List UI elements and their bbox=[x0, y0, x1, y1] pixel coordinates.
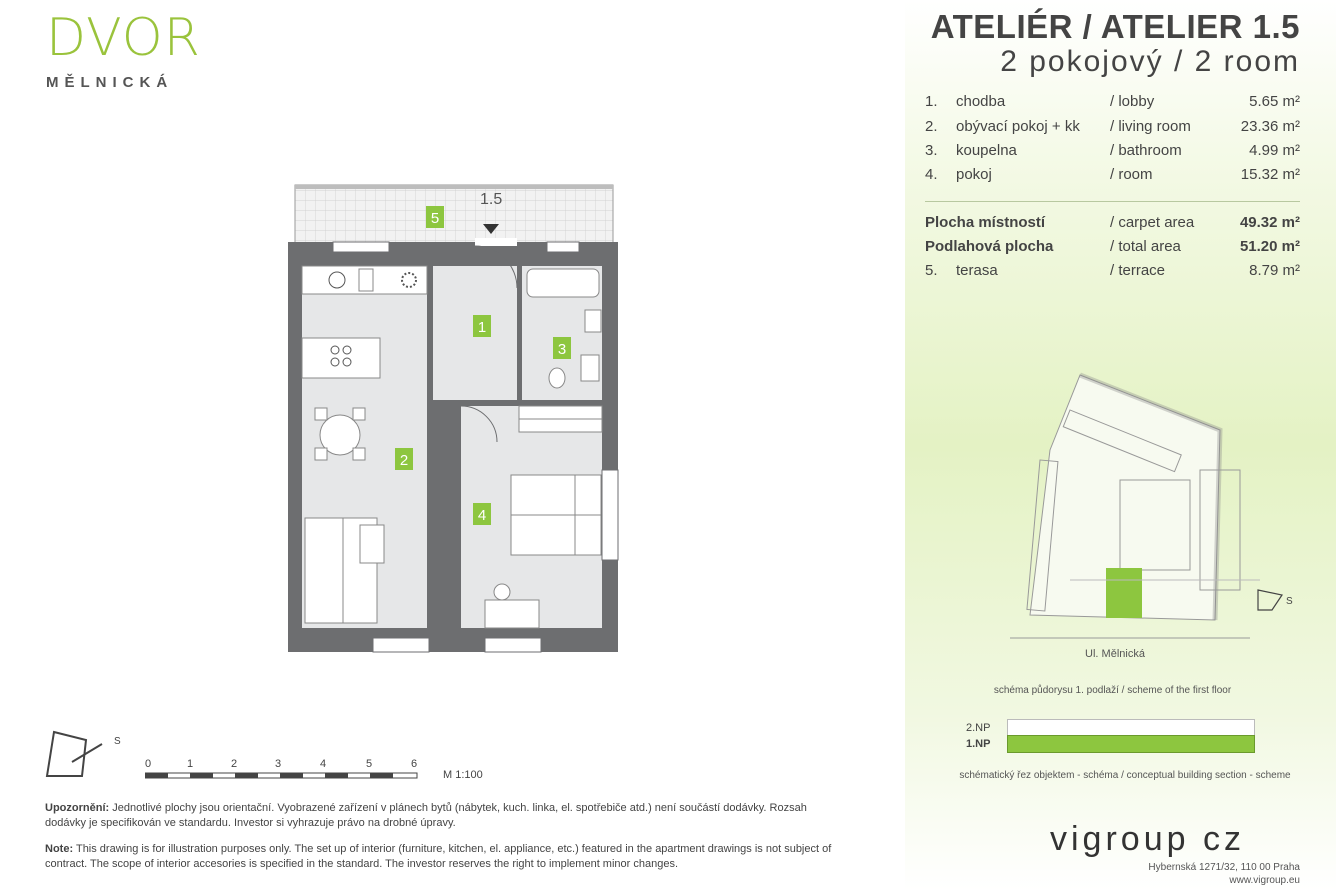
unit-title: ATELIÉR / ATELIER 1.5 bbox=[930, 8, 1300, 45]
room-marker-5 bbox=[426, 206, 444, 228]
scale-tick: 1 bbox=[187, 758, 194, 770]
compass-label: S bbox=[1286, 596, 1293, 607]
window bbox=[485, 638, 541, 652]
scale-tick: 0 bbox=[145, 758, 152, 770]
room-marker-3 bbox=[553, 337, 571, 359]
developer-website: www.vigroup.eu bbox=[1229, 875, 1300, 886]
washing-machine bbox=[581, 355, 599, 381]
scale-tick: 3 bbox=[275, 758, 282, 770]
floor-1np-bar bbox=[1007, 735, 1255, 753]
developer-address: Hybernská 1271/32, 110 00 Praha bbox=[1148, 862, 1300, 873]
svg-text:5: 5 bbox=[430, 210, 440, 227]
compass-icon bbox=[47, 732, 86, 776]
chair bbox=[353, 448, 365, 460]
floor-2np-label: 2.NP bbox=[966, 722, 991, 734]
unit-subtitle: 2 pokojový / 2 room bbox=[1000, 45, 1300, 78]
toilet bbox=[549, 368, 565, 388]
brand-logo: DVOR bbox=[46, 8, 201, 68]
window bbox=[602, 470, 618, 560]
note-en: Note: This drawing is for illustration purposes only. The set up of interior (furniture, kitchen, el. appliance, etc.) featured in the apartment drawings is not subject of contract. The scope of interior accesories is specified in the standard. The investor reserves the right to implement minor changes. bbox=[45, 843, 832, 870]
terrace-area bbox=[295, 185, 613, 243]
compass-label: S bbox=[114, 736, 121, 747]
developer-logo: vigroup cz bbox=[1050, 820, 1245, 858]
entry-door-gap bbox=[475, 238, 517, 246]
compass-icon bbox=[1258, 590, 1282, 610]
window bbox=[333, 242, 389, 252]
scale-tick: 2 bbox=[231, 758, 238, 770]
floor-scheme-caption: schéma půdorysu 1. podlaží / scheme of the first floor bbox=[993, 685, 1232, 696]
bathtub bbox=[527, 269, 599, 297]
floor-plan bbox=[285, 180, 625, 655]
site-key-plan bbox=[1010, 370, 1300, 640]
scale-tick: 6 bbox=[411, 758, 418, 770]
unit-label: 1.5 bbox=[480, 191, 503, 208]
compass-arrow bbox=[72, 744, 102, 762]
note-cz: Upozornění: Jednotlivé plochy jsou orientační. Vyobrazené zařízení v plánech bytů (nábytek, kuch. linka, el. spotřebiče atd.) není součástí dodávky. Rozsah dodávky je specifikován ve standardu. Investor si vyhrazuje právo na drobné úpravy. bbox=[45, 802, 807, 829]
chair bbox=[353, 408, 365, 420]
kitchen-island bbox=[302, 338, 380, 378]
section-caption: schématický řez objektem - schéma / conceptual building section - scheme bbox=[959, 770, 1291, 781]
unit-highlight bbox=[1106, 568, 1142, 618]
coffee-table bbox=[360, 525, 384, 563]
terrace-railing bbox=[295, 185, 613, 189]
chair bbox=[315, 448, 327, 460]
svg-text:2: 2 bbox=[399, 452, 409, 469]
scale-bar bbox=[145, 772, 420, 780]
floor-1np-label: 1.NP bbox=[966, 738, 991, 750]
kitchen-counter bbox=[302, 266, 427, 294]
scale-tick: 5 bbox=[366, 758, 373, 770]
north-compass bbox=[42, 728, 122, 780]
svg-text:4: 4 bbox=[477, 507, 487, 524]
window bbox=[547, 242, 579, 252]
scale-ratio: M 1:100 bbox=[443, 769, 483, 781]
chair bbox=[315, 408, 327, 420]
room-marker-1 bbox=[473, 315, 491, 337]
washbasin bbox=[585, 310, 601, 332]
room-marker-2 bbox=[395, 448, 413, 470]
brand-location: MĚLNICKÁ bbox=[46, 74, 174, 91]
table-divider bbox=[925, 201, 1300, 202]
street-name: Ul. Mělnická bbox=[1085, 648, 1145, 660]
svg-text:3: 3 bbox=[557, 341, 567, 358]
svg-text:1: 1 bbox=[477, 319, 487, 336]
scale-tick: 4 bbox=[320, 758, 327, 770]
desk-chair bbox=[494, 584, 510, 600]
desk bbox=[485, 600, 539, 628]
window bbox=[373, 638, 429, 652]
room-marker-4 bbox=[473, 503, 491, 525]
